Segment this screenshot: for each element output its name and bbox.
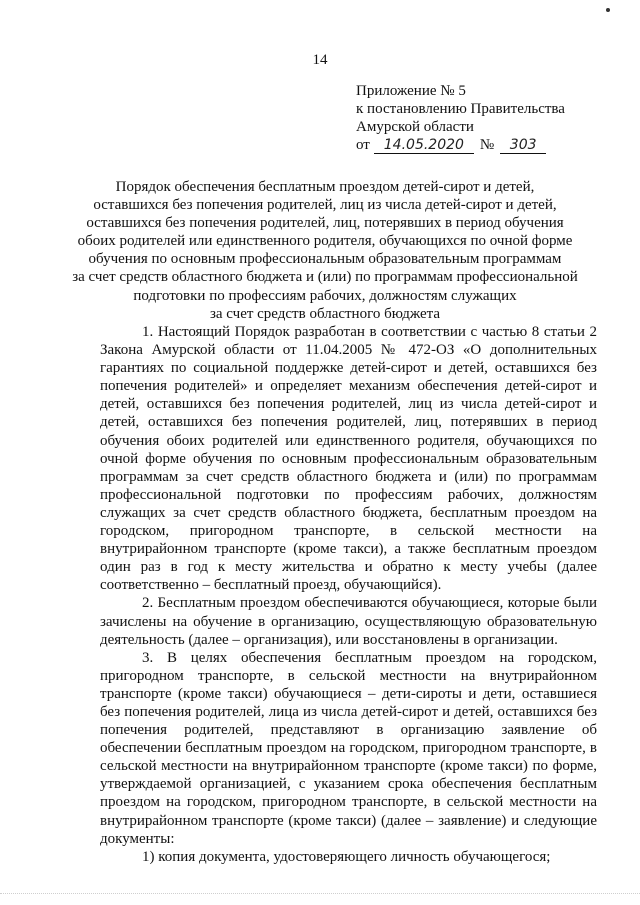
appendix-resolution: к постановлению Правительства [356, 101, 565, 117]
scan-artifact-line [0, 893, 640, 895]
document-body [100, 323, 597, 866]
number-prefix: № [479, 137, 495, 153]
title-line: Порядок обеспечения бесплатным проездом детей-сирот и детей, [115, 179, 535, 195]
title-line: оставшихся без попечения родителей, лиц, потерявших в период обучения [86, 215, 564, 232]
title-line: обучения по основным профессиональным образовательным программам [88, 251, 562, 268]
paragraph-1: 1. Настоящий Порядок разработан в соответствии с частью 8 статьи 2 Закона Амурской области от 11.04.2005 № 472-ОЗ «О дополнительных гарантиях по социальной поддержке детей-сирот и детей, оставшихся без попечения родителей» и определяет механизм обеспечения детей-сирот и детей, оставшихся без попечения родителей, лиц из числа детей-сирот и детей, оставшихся без попечения родителей, лиц, потерявших в период обучения обоих родителей или единственного родителя, обучающихся по очной форме обучения по основным профессиональным образовательным программам за счет средств областного бюджета и (или) по программам профессиональной подготовки по профессиям рабочих, должностям служащих за счет средств областного бюджета, бесплатным проездом на городском, пригородном транспорте, в сельской местности на внутрирайонном транспорте (кроме такси), а также бесплатным проездом один раз в год к месту жительства и обратно к месту учебы (далее соответственно – бесплатный проезд, обучающийся). [100, 324, 597, 594]
title-line: обоих родителей или единственного родителя, обучающихся по очной форме [77, 233, 573, 250]
page-number: 14 [312, 52, 328, 68]
title-line: за счет средств областного бюджета [209, 305, 441, 322]
date-prefix: от [356, 137, 370, 153]
appendix-title: Приложение № 5 [356, 83, 466, 99]
paragraph-list-item-1: 1) копия документа, удостоверяющего личность обучающегося; [142, 848, 551, 865]
appendix-block [356, 82, 565, 154]
appendix-date-number [356, 136, 565, 154]
paragraph-3: 3. В целях обеспечения бесплатным проездом на городском, пригородном транспорте, в сельской местности на внутрирайонном транспорте (кроме такси) обучающиеся – дети-сироты и дети, оставшиеся без попечения родителей, лица из числа детей-сирот и детей, оставшихся без попечения родителей, представляют в организацию заявление об обеспечении бесплатным проездом на городском, пригородном транспорте, в сельской местности на внутрирайонном транспорте (кроме такси) по форме, утверждаемой организацией, с указанием срока обеспечения бесплатным проездом на городском, пригородном транспорте, в сельской местности на внутрирайонном транспорте (кроме такси) (далее – заявление) и следующие документы: [100, 649, 597, 847]
handwritten-date: 14.05.2020 [374, 138, 474, 154]
title-line: оставшихся без попечения родителей, лиц из числа детей-сирот и детей, [93, 197, 557, 214]
scan-dot [606, 8, 610, 12]
paragraph-2: 2. Бесплатным проездом обеспечиваются обучающиеся, которые были зачислены на обучение в организацию, осуществляющую образовательную деятельность (далее – организация), или восстановлены в организации. [100, 595, 597, 648]
title-line: за счет средств областного бюджета и (или) по программам профессиональной [72, 269, 578, 286]
handwritten-number: 303 [500, 138, 546, 154]
document-title [60, 178, 590, 323]
appendix-region: Амурской области [356, 119, 474, 135]
title-line: подготовки по профессиям рабочих, должностям служащих [133, 287, 517, 304]
